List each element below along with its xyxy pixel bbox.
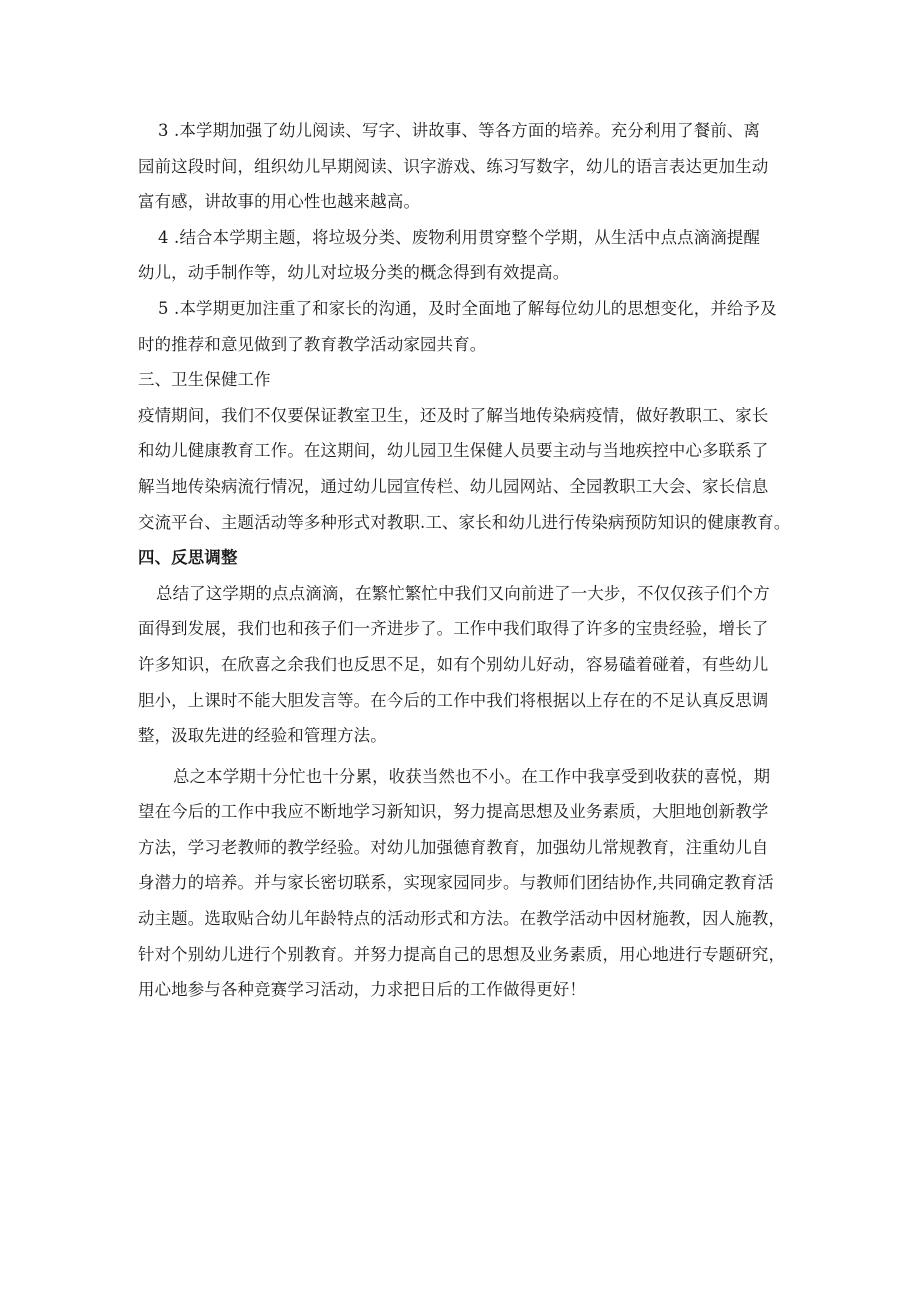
text-line: 整，汲取先进的经验和管理方法。 [138,726,387,746]
text-line: 用心地参与各种竞赛学习活动，力求把日后的工作做得更好！ [138,980,586,1000]
text-line: 时的推荐和意见做到了教育教学活动家园共育。 [138,334,487,354]
paragraph-item-5 [138,291,788,362]
heading-text: 四、反思调整 [138,548,238,568]
text-line: 胆小，上课时不能大胆发言等。在今后的工作中我们将根据以上存在的不足认真反思调 [138,690,769,710]
text-line: 面得到发展，我们也和孩子们一齐进步了。工作中我们取得了许多的宝贵经验，增长了 [138,619,769,639]
text-line: 方法，学习老教师的教学经验。对幼儿加强德育教育，加强幼儿常规教育，注重幼儿自 [138,837,769,857]
text-line: 疫情期间，我们不仅要保证教室卫生，还及时了解当地传染病疫情，做好教职工、家长 [138,405,769,425]
text-line: 总之本学期十分忙也十分累，收获当然也不小。在工作中我享受到收获的喜悦，期 [173,766,771,786]
text-line: 解当地传染病流行情况，通过幼儿园宣传栏、幼儿园网站、全园教职工大会、家长信息 [138,476,769,496]
text-line: 园前这段时间，组织幼儿早期阅读、识字游戏、练习写数字，幼儿的语言表达更加生动 [138,156,769,176]
text-line: 望在今后的工作中我应不断地学习新知识，努力提高思想及业务素质，大胆地创新教学 [138,802,769,822]
text-line: 和幼儿健康教育工作。在这期间，幼儿园卫生保健人员要主动与当地疾控中心多联系了 [138,441,769,461]
text-line: 幼儿，动手制作等，幼儿对垃圾分类的概念得到有效提高。 [138,263,570,283]
text-line: 许多知识，在欣喜之余我们也反思不足，如有个别幼儿好动，容易磕着碰着，有些幼儿 [138,654,769,674]
paragraph-item-4 [138,220,788,291]
paragraph-health [138,398,791,540]
heading-text: 三、卫生保健工作 [138,370,271,390]
section-heading-health [138,362,788,398]
text-line: 3 .本学期加强了幼儿阅读、写字、讲故事、等各方面的培养。充分利用了餐前、离 [158,121,761,140]
paragraph-summary [138,759,788,1008]
section-heading-reflection [138,540,788,576]
text-line: 针对个别幼儿进行个别教育。并努力提高自己的思想及业务素质，用心地进行专题研究， [138,944,786,964]
document-page [138,113,791,1008]
text-line: 4 .结合本学期主题，将垃圾分类、废物利用贯穿整个学期，从生活中点点滴滴提醒 [158,227,761,247]
text-line: 5 .本学期更加注重了和家长的沟通，及时全面地了解每位幼儿的思想变化，并给予及 [158,298,777,318]
paragraph-item-3 [138,113,788,220]
text-line: 身潜力的培养。并与家长密切联系，实现家园同步。与教师们团结协作,共同确定教育活 [138,873,774,893]
text-line: 交流平台、主题活动等多种形式对教职.工、家长和幼儿进行传染病预防知识的健康教育。 [138,512,791,532]
text-line: 富有感，讲故事的用心性也越来越高。 [138,192,421,212]
paragraph-reflection [138,576,788,754]
text-line: 总结了这学期的点点滴滴，在繁忙繁忙中我们又向前进了一大步，不仅仅孩子们个方 [156,583,770,603]
text-line: 动主题。选取贴合幼儿年龄特点的活动形式和方法。在教学活动中因材施教，因人施教， [138,909,786,929]
